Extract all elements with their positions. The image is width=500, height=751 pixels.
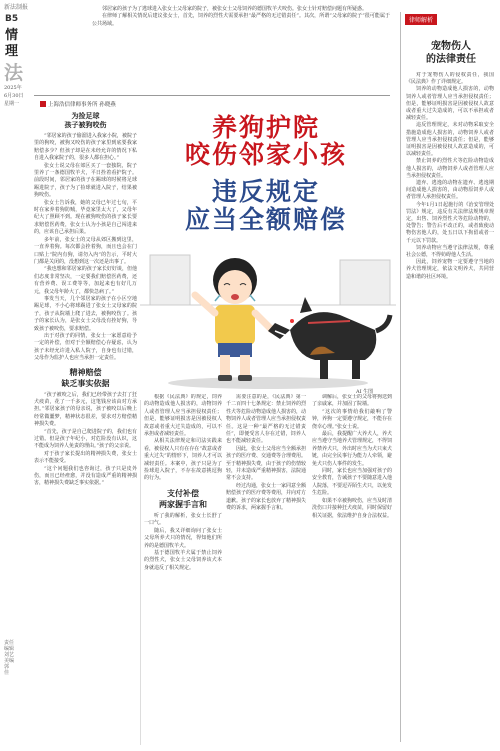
subhead: 两家握手言和 — [159, 499, 207, 509]
paragraph: 对于孩子家长提出的精神损失费，张女士表示不能接受。 — [34, 450, 137, 465]
headline-line: 咬伤邻家小孩 — [184, 140, 347, 169]
paragraph: 饲养动物应当遵守法律法规，尊重社会公德，不得妨碍他人生活。 — [406, 244, 494, 259]
sidebar-title-line: 宠物伤人 — [431, 41, 471, 52]
paragraph: 如果不幸被狗咬伤，应当及时清洗伤口并接种狂犬疫苗，同时保留好相关证据，依法维护自身合法权益。 — [312, 497, 392, 519]
paragraph: 根据《民法典》的规定，饲养的动物造成他人损害的，动物饲养人或者管理人应当承担侵权责任；但是，能够证明损害是因被侵权人故意或者重大过失造成的，可以不承担或者减轻责任。 — [144, 394, 222, 438]
paragraph: “我也想和邻居家的孩子家长好好谈，但他们态度非常坚决，一定要我们赔偿医药费，还有营养费、误工费等等，加起来也有好几万元，我父母年龄大了，都快急病了。” — [34, 266, 137, 295]
paragraph: 随后，我又详细询问了张女士父母所养犬只的情况，得知他们所养的是德国牧羊犬。 — [144, 527, 222, 549]
paragraph: 听了我的解析，张女士长舒了一口气。 — [144, 512, 222, 527]
subhead: 孩子被狗咬伤 — [64, 121, 107, 129]
square-icon — [40, 101, 46, 107]
headline-line: 应当全额赔偿 — [184, 205, 347, 234]
paragraph: 张女士说父母在郊区买了一套独院，院子里养了一条德国牧羊犬，平日拴着看护院子。前段时间，邻居家的孩子在踢球的时候将足球踢进院子，孩子为了捡球就进入院子，结果被狗咬伤。 — [34, 162, 137, 199]
sidebar-title — [408, 40, 494, 66]
paragraph: 饲养的动物造成他人损害的，动物饲养人或者管理人应当承担侵权责任；但是，能够证明损害是因被侵权人故意或者重大过失造成的，可以不承担或者减轻责任。 — [406, 86, 494, 122]
intro-paragraph: 在律师了解相关情况后建议张女士，首先，饲养的烈性犬需要承担“最严格的无过错责任”。其次，所谓“父母家的院子”很可能属于公共场域。 — [92, 13, 390, 27]
paragraph: 今年1月1日起施行的《治安管理处罚法》规定，违反有关法律法规规章规定，出售、饲养烈性犬等危险动物的，处警告；警告后不改正的，或者致使动物伤害他人的，处五日以下拘留或者一千元以下罚款。 — [406, 201, 494, 244]
illustration-credit: AI 生图 — [356, 389, 374, 395]
paragraph: 张女士告诉我，她的父母已年过七旬，平时在家养着狗防贼，毕竟家里太大了，父母年纪大了照顾不到。现在被狗咬伤的孩子家长要求赔偿医药费，张女士认为小孩是自己闯进来的，应该自己承担后果。 — [34, 199, 137, 236]
paragraph: “这个问题我们也咨询过，孩子只是皮外伤，而且已经痊愈，并没有造成严重的精神损害，精神损失费缺乏事实依据。” — [34, 465, 137, 487]
paragraph: 事发当天，几个邻居家的孩子在小区空地踢足球，不小心将球踢进了张女士父母家的院子，孩子从院墙上爬了进去，被狗咬伤了。孩子的家长认为，是张女士父母没有拴好狗，导致孩子被咬伤，要求赔偿。 — [34, 295, 137, 332]
headline-line: 养狗护院 — [211, 113, 320, 142]
masthead: 新法制报 — [4, 4, 29, 11]
sidebar-title-line: 的法律责任 — [426, 54, 476, 65]
footer-credits: 责任编辑 刘艺 美编 郭 佳 — [4, 640, 15, 676]
subhead: 精神赔偿 — [69, 367, 102, 377]
column-3 — [226, 394, 306, 513]
byline-text: 上海浩信律师事务所 孙晓燕 — [48, 102, 116, 108]
paragraph: 遗弃、逃逸的动物在遗弃、逃逸期间造成他人损害的，由动物原饲养人或者管理人承担侵权责任。 — [406, 180, 494, 201]
date-day: 6月30日 — [4, 93, 24, 99]
body-text — [144, 394, 222, 483]
body-text — [144, 513, 222, 572]
weekday: 星期一 — [4, 101, 20, 107]
sidebar-body — [406, 72, 494, 281]
paragraph: 基于德国牧羊犬属于禁止饲养的烈性犬，张女士父母饲养该犬本身就违反了相关规定。 — [144, 549, 222, 571]
paragraph: 最后，我提醒广大养犬人，养犬应当遵守当地养犬管理规定，不得饲养禁养犬只，外出时应当为犬只束犬链，由完全民事行为能力人牵领，避免犬只伤人事件的发生。 — [312, 431, 392, 467]
section-number: B5 — [5, 14, 19, 24]
body-text — [34, 133, 137, 363]
headline-red — [148, 114, 384, 168]
body-text — [34, 392, 137, 488]
paragraph: 多年前，张女士的父母从郊区搬到这里，一直养着狗。每次都会拴着狗，而且也会在门口贴上“院内有狗，请勿入内”的告示，平时大门都是关闭的，没想到这一次还是出事了。 — [34, 236, 137, 265]
paragraph: “这次的事情给我们敲响了警钟，养狗一定要遵守规定，不能存在侥幸心理。”张女士说。 — [312, 408, 392, 430]
byline — [40, 100, 116, 108]
paragraph: 违反管理规定，未对动物采取安全措施造成他人损害的，动物饲养人或者管理人应当承担侵权责任；但是，能够证明损害是因被侵权人故意造成的，可以减轻责任。 — [406, 122, 494, 158]
paragraph: “邻居家的孩子偷溜进入我家小院，被院子里的狗咬，被狗又咬伤的孩子家里到底要我家赔偿多少？但孩子却是在未经允许的情况下私自进入我家院子的，很多人都在担心。” — [34, 133, 137, 162]
divider — [34, 95, 390, 96]
paragraph: 对于宠物伤人的侵权责任，我国《民法典》作了详细规定。 — [406, 72, 494, 86]
paragraph: 从相关法律规定和司法实践来看，被侵权人只有在存在“故意或者重大过失”的情形下，饲养人才可以减轻责任。本案中，孩子只是为了捡球进入院子，不存在故意挑逗狗的行为。 — [144, 438, 222, 482]
paragraph: 调解后，张女士的父母将狗送到了亲戚家，并加固了院墙。 — [312, 394, 392, 408]
section-name: 情理 — [5, 28, 19, 59]
date-year: 2025年 — [4, 85, 22, 91]
subhead: 支付补偿 — [167, 488, 199, 498]
intro-paragraph: 邻居家的孩子为了逃球进入张女士父母家的院子，被张女士父母饲养的德国牧羊犬咬伤。张女士针对赔偿问题有所疑惑。 — [102, 6, 368, 12]
paragraph: 需要注意的是，《民法典》第一千二百四十七条规定：禁止饲养的烈性犬等危险动物造成他人损害的，动物饲养人或者管理人应当承担侵权责任。这是一种“最严格的无过错责任”，即便受害人存在过错，饲养人也不能减轻责任。 — [226, 394, 306, 445]
subhead: 缺乏事实依据 — [61, 378, 110, 388]
headline-line: 违反规定 — [211, 177, 320, 206]
paragraph: “孩子被咬之后，我们已经带孩子去打了狂犬疫苗，花了一千多元，这笔钱应该由对方承担。”邻居家孩子的母亲说，孩子被咬以后晚上经常做噩梦，精神状态很差，要求对方赔偿精神损失费。 — [34, 391, 137, 428]
paragraph: 同时，家长也应当加强对孩子的安全教育，告诫孩子不要随意进入他人院落，不要逗弄陌生犬只，以免发生危险。 — [312, 468, 392, 497]
subhead: 为捡足球 — [71, 112, 100, 120]
intro-block — [92, 6, 390, 88]
paragraph: 因此，饲养宠物一定要遵守当地的养犬管理规定，依法文明养犬，共同营造和谐的社区环境。 — [406, 259, 494, 280]
paragraph: 经过沟通，张女士一家同意全额赔偿孩子的医疗费等费用，并向对方道歉。孩子的家长也放弃了精神损失费的诉求，两家握手言和。 — [226, 482, 306, 512]
paragraph: 出于对孩子的同情，张女士一家愿意给予一定的补偿，但对于全额赔偿心存疑虑，认为孩子未经允许进入私人院子，自身也有过错，父母作为监护人也应当承担一定责任。 — [34, 332, 137, 362]
divider — [400, 12, 401, 742]
column-1 — [34, 112, 137, 488]
column-2 — [144, 394, 222, 572]
sidebar-tag: 律师解析 — [405, 14, 437, 25]
column-4 — [312, 394, 392, 520]
illustration-dog-biting-child — [140, 235, 396, 390]
paragraph: 禁止饲养的烈性犬等危险动物造成他人损害的，动物饲养人或者管理人应当承担侵权责任。 — [406, 158, 494, 179]
paragraph: 因此，张女士父母应当全额承担孩子的医疗费、交通费等合理费用。至于精神损失费，由于孩子的伤情较轻，并未造成严重精神损害，法院通常不会支持。 — [226, 445, 306, 482]
paragraph: “首先，孩子是自己爬进院子的，我们也有过错。但是孩子年纪小，对危险没有认识，这不能成为饲养人免责的理由。”孩子的父亲说。 — [34, 428, 137, 450]
headline-blue — [164, 178, 368, 234]
section-character: 法 — [4, 62, 24, 84]
